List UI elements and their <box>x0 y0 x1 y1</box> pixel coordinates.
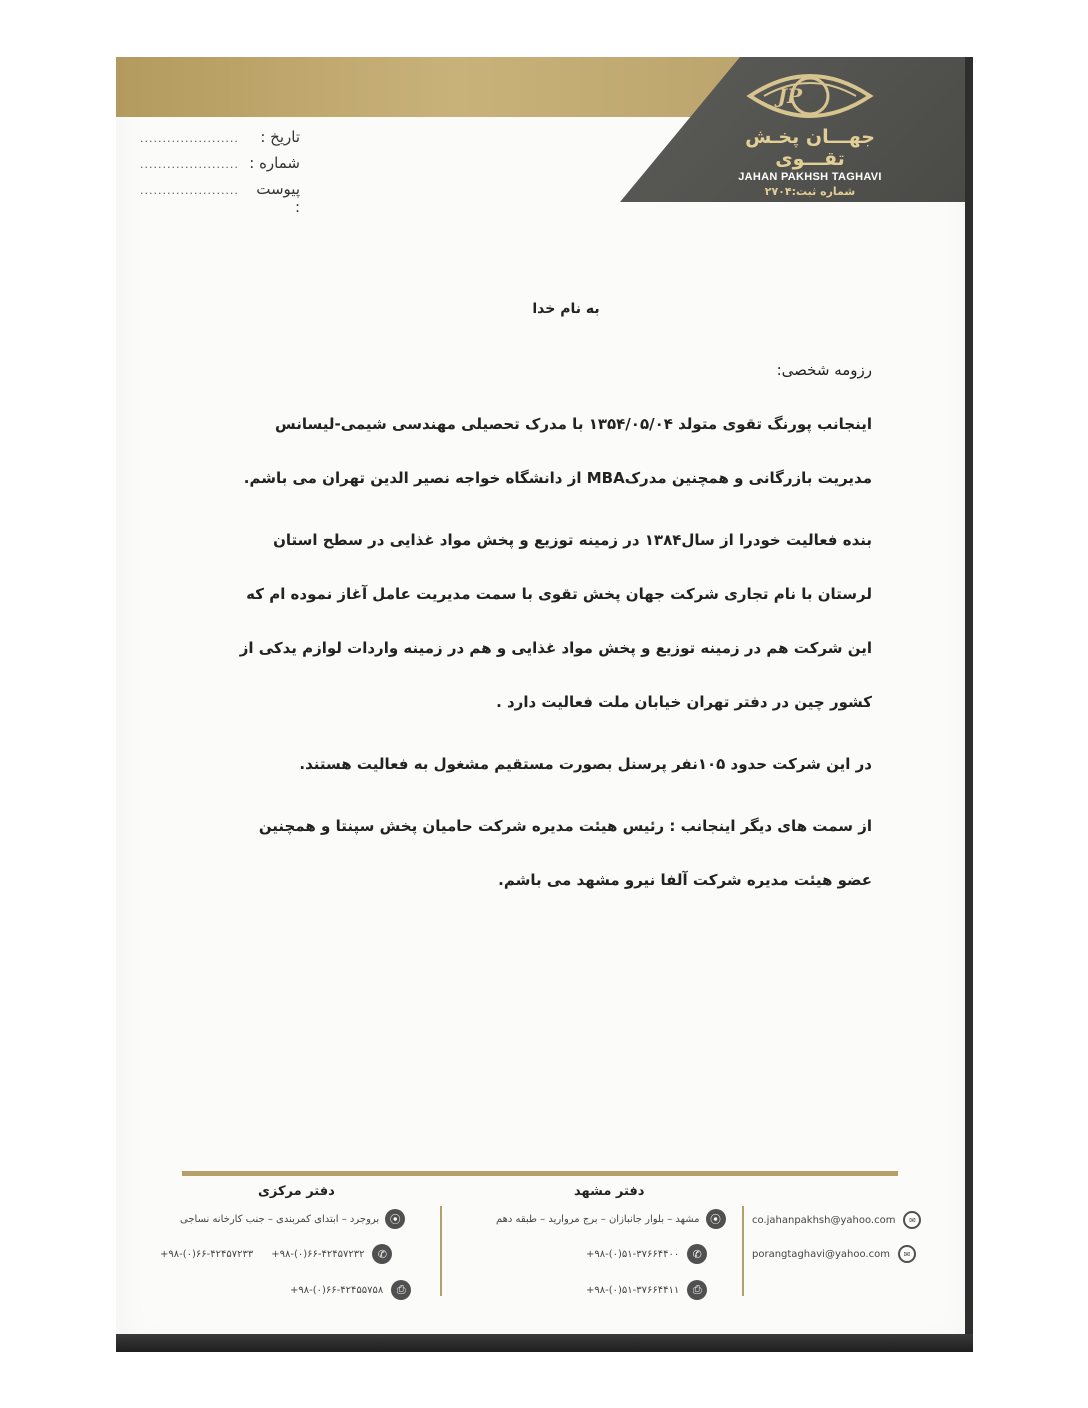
date-value: ...................... <box>140 132 239 145</box>
resume-title: رزومه شخصی: <box>776 361 872 379</box>
location-icon: ⦿ <box>385 1209 405 1229</box>
svg-text:JP: JP <box>777 84 802 108</box>
paper-shadow-edge <box>965 57 973 1352</box>
paragraph-staff: در این شرکت حدود ۱۰۵نفر پرسنل بصورت مستقیم مشغول به فعالیت هستند. <box>299 755 872 773</box>
company-logo <box>720 66 900 196</box>
mashhad-fax <box>586 1280 707 1300</box>
attachment-field <box>140 180 300 216</box>
mashhad-address <box>496 1209 726 1229</box>
number-field <box>140 154 300 180</box>
date-field <box>140 128 300 154</box>
registration-number: شماره ثبت:۲۷۰۴ <box>764 185 856 198</box>
mashhad-address-text: مشهد – بلوار جانبازان – برج مروارید – طبقه دهم <box>496 1213 700 1225</box>
central-phone-2: +۹۸-(۰)۶۶-۴۲۴۵۷۲۳۳ <box>160 1248 254 1260</box>
email-icon: ✉ <box>903 1211 921 1229</box>
footer-separator <box>440 1206 442 1296</box>
fax-icon: ⎙ <box>687 1280 707 1300</box>
mashhad-office-title: دفتر مشهد <box>574 1184 645 1199</box>
fax-icon: ⎙ <box>391 1280 411 1300</box>
attachment-value: ...................... <box>140 184 239 197</box>
letter-meta-fields <box>140 128 300 216</box>
phone-icon: ✆ <box>372 1244 392 1264</box>
basmala-heading: به نام خدا <box>532 301 600 317</box>
letter-body <box>220 295 872 907</box>
central-office-title: دفتر مرکزی <box>258 1184 335 1199</box>
footer-separator <box>742 1206 744 1296</box>
mashhad-phone <box>586 1244 707 1264</box>
date-label: تاریخ : <box>260 128 300 146</box>
central-address-text: بروجرد – ابتدای کمربندی – جنب کارخانه نساجی <box>180 1213 380 1225</box>
number-label: شماره : <box>249 154 300 172</box>
central-fax <box>290 1280 411 1300</box>
central-phone-1: +۹۸-(۰)۶۶-۴۲۴۵۷۲۳۲ <box>271 1248 365 1260</box>
mashhad-fax-text: +۹۸-(۰)۵۱-۳۷۶۶۴۴۱۱ <box>586 1284 680 1296</box>
mashhad-phone-text: +۹۸-(۰)۵۱-۳۷۶۶۴۴۰۰ <box>586 1248 680 1260</box>
paragraph-activity: بنده فعالیت خودرا از سال۱۳۸۴ در زمینه توزیع و پخش مواد غذایی در سطح استان لرستان با نام تجاری شرکت جهان پخش تقوی با سمت مدیریت عامل آغاز نموده ام که این شرکت هم در زمینه توزیع و پخش مواد غذایی و هم در زمینه واردات لوازم یدکی از کشور چین در دفتر تهران خیابان ملت فعالیت دارد . <box>239 531 872 711</box>
email-2-text[interactable]: porangtaghavi@yahoo.com <box>752 1248 890 1260</box>
company-name-en: JAHAN PAKHSH TAGHAVI <box>738 171 882 183</box>
eye-logo-icon <box>746 66 874 124</box>
central-phones <box>160 1244 392 1264</box>
paragraph-other-positions: از سمت های دیگر اینجانب : رئیس هیئت مدیره شرکت حامیان پخش سپنتا و همچنین عضو هیئت مدیره شرکت آلفا نیرو مشهد می باشم. <box>258 817 872 889</box>
company-name-fa: جهـــان پخـش تقـــوی <box>745 126 875 170</box>
email-icon: ✉ <box>898 1245 916 1263</box>
email-1-text[interactable]: co.jahanpakhsh@yahoo.com <box>752 1214 896 1226</box>
number-value: ...................... <box>140 158 239 171</box>
footer-divider <box>182 1171 898 1176</box>
location-icon: ⦿ <box>706 1209 726 1229</box>
paragraph-education: اینجانب پورنگ تقوی متولد ۱۳۵۴/۰۵/۰۴ با مدرک تحصیلی مهندسی شیمی-لیسانس مدیریت بازرگانی و همچنین مدرکMBA از دانشگاه خواجه نصیر الدین تهران می باشم. <box>243 415 872 487</box>
attachment-label: پیوست : <box>256 180 300 216</box>
email-2 <box>752 1245 916 1263</box>
email-1 <box>752 1211 921 1229</box>
central-address <box>180 1209 405 1229</box>
central-fax-text: +۹۸-(۰)۶۶-۴۲۴۵۵۷۵۸ <box>290 1284 384 1296</box>
phone-icon: ✆ <box>687 1244 707 1264</box>
paper-shadow-bottom <box>116 1334 973 1352</box>
